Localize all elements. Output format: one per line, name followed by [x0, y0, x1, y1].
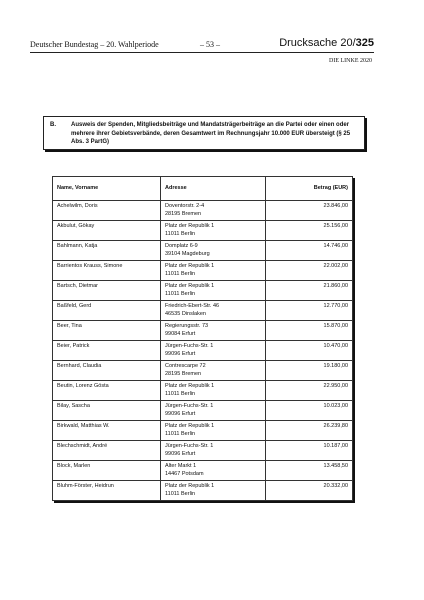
cell-address [161, 321, 266, 341]
cell-address [161, 481, 266, 501]
header-rule [30, 52, 374, 53]
cell-amount: 20.332,00 [266, 481, 353, 501]
address-line-city: 39104 Magdeburg [165, 250, 210, 257]
cell-name: Achelwilm, Doris [53, 201, 161, 221]
document-number [279, 37, 374, 49]
cell-address [161, 201, 266, 221]
cell-amount: 19.180,00 [266, 361, 353, 381]
section-letter: B. [50, 122, 56, 128]
table-row [53, 321, 353, 341]
table-row [53, 241, 353, 261]
cell-amount: 23.846,00 [266, 201, 353, 221]
cell-address [161, 441, 266, 461]
column-header-name: Name, Vorname [53, 177, 161, 201]
address-line-city: 11011 Berlin [165, 230, 196, 237]
document-number-prefix: Drucksache 20/ [279, 37, 356, 49]
party-line: DIE LINKE 2020 [329, 58, 372, 64]
address-line-city: 11011 Berlin [165, 290, 196, 297]
cell-name: Beier, Patrick [53, 341, 161, 361]
table-row [53, 461, 353, 481]
cell-address [161, 241, 266, 261]
address-line-street: Platz der Republik 1 [165, 423, 215, 429]
cell-amount: 15.870,00 [266, 321, 353, 341]
cell-amount: 22.950,00 [266, 381, 353, 401]
address-line-city: 28195 Bremen [165, 210, 202, 217]
address-line-city: 11011 Berlin [165, 390, 196, 397]
cell-name: Bilay, Sascha [53, 401, 161, 421]
cell-name: Bartsch, Dietmar [53, 281, 161, 301]
table-row [53, 301, 353, 321]
column-header-address: Adresse [161, 177, 266, 201]
table-row [53, 361, 353, 381]
table-row [53, 401, 353, 421]
donor-table [52, 176, 353, 501]
cell-name: Blechschmidt, André [53, 441, 161, 461]
cell-address [161, 221, 266, 241]
section-heading-box [43, 116, 365, 150]
table-row [53, 421, 353, 441]
cell-amount: 22.002,00 [266, 261, 353, 281]
address-line-street: Platz der Republik 1 [165, 283, 215, 289]
cell-amount: 10.470,00 [266, 341, 353, 361]
document-number-bold: 325 [355, 37, 374, 49]
address-line-city: 14467 Potsdam [165, 470, 204, 477]
cell-name: Beutin, Lorenz Gösta [53, 381, 161, 401]
table-row [53, 381, 353, 401]
address-line-city: 11011 Berlin [165, 270, 196, 277]
address-line-street: Platz der Republik 1 [165, 483, 215, 489]
address-line-city: 99096 Erfurt [165, 410, 196, 417]
address-line-street: Jürgen-Fuchs-Str. 1 [165, 403, 214, 409]
cell-address [161, 421, 266, 441]
page-number: – 53 – [200, 40, 220, 49]
cell-amount: 14.746,00 [266, 241, 353, 261]
cell-amount: 12.770,00 [266, 301, 353, 321]
cell-name: Block, Marlen [53, 461, 161, 481]
address-line-street: Regierungsstr. 73 [165, 323, 209, 329]
address-line-street: Platz der Republik 1 [165, 263, 215, 269]
address-line-street: Jürgen-Fuchs-Str. 1 [165, 443, 214, 449]
cell-address [161, 281, 266, 301]
address-line-street: Platz der Republik 1 [165, 383, 215, 389]
cell-amount: 10.187,00 [266, 441, 353, 461]
address-line-city: 99096 Erfurt [165, 450, 196, 457]
page-header [30, 37, 374, 51]
table-row [53, 261, 353, 281]
cell-address [161, 381, 266, 401]
cell-address [161, 461, 266, 481]
address-line-street: Platz der Republik 1 [165, 223, 215, 229]
address-line-street: Doventorstr. 2-4 [165, 203, 205, 209]
cell-address [161, 401, 266, 421]
cell-amount: 26.239,80 [266, 421, 353, 441]
address-line-city: 99084 Erfurt [165, 330, 196, 337]
column-header-amount: Betrag (EUR) [266, 177, 353, 201]
cell-name: Baßfeld, Gerd [53, 301, 161, 321]
table-row [53, 201, 353, 221]
cell-name: Bluhm-Förster, Heidrun [53, 481, 161, 501]
address-line-street: Domplatz 6-9 [165, 243, 198, 249]
cell-name: Bahlmann, Katja [53, 241, 161, 261]
address-line-street: Friedrich-Ebert-Str. 46 [165, 303, 220, 309]
address-line-street: Contrescarpe 72 [165, 363, 206, 369]
cell-name: Barrientos Krauss, Simone [53, 261, 161, 281]
address-line-street: Jürgen-Fuchs-Str. 1 [165, 343, 214, 349]
table-row [53, 341, 353, 361]
section-text: Ausweis der Spenden, Mitgliedsbeiträge und Mandatsträgerbeiträge an die Partei oder einen oder mehrere ihrer Gebietsverbände, deren Gesamtwert im Rechnungsjahr 10.000 EUR übersteigt (§ 25 Abs. 3 PartG) [71, 122, 351, 145]
table-row [53, 481, 353, 501]
address-line-city: 28195 Bremen [165, 370, 202, 377]
table-row [53, 221, 353, 241]
table-row [53, 281, 353, 301]
cell-name: Beer, Tina [53, 321, 161, 341]
table-header-row [53, 177, 353, 201]
cell-name: Akbulut, Gökay [53, 221, 161, 241]
cell-address [161, 301, 266, 321]
address-line-city: 11011 Berlin [165, 430, 196, 437]
cell-name: Birkwald, Matthias W. [53, 421, 161, 441]
cell-amount: 21.860,00 [266, 281, 353, 301]
cell-address [161, 341, 266, 361]
cell-address [161, 361, 266, 381]
cell-address [161, 261, 266, 281]
cell-amount: 10.023,00 [266, 401, 353, 421]
header-left: Deutscher Bundestag – 20. Wahlperiode [30, 40, 159, 49]
address-line-street: Alter Markt 1 [165, 463, 197, 469]
address-line-city: 46535 Dinslaken [165, 310, 206, 317]
cell-amount: 25.156,00 [266, 221, 353, 241]
address-line-city: 11011 Berlin [165, 490, 196, 497]
table-row [53, 441, 353, 461]
cell-name: Bernhard, Claudia [53, 361, 161, 381]
cell-amount: 13.458,50 [266, 461, 353, 481]
address-line-city: 99096 Erfurt [165, 350, 196, 357]
